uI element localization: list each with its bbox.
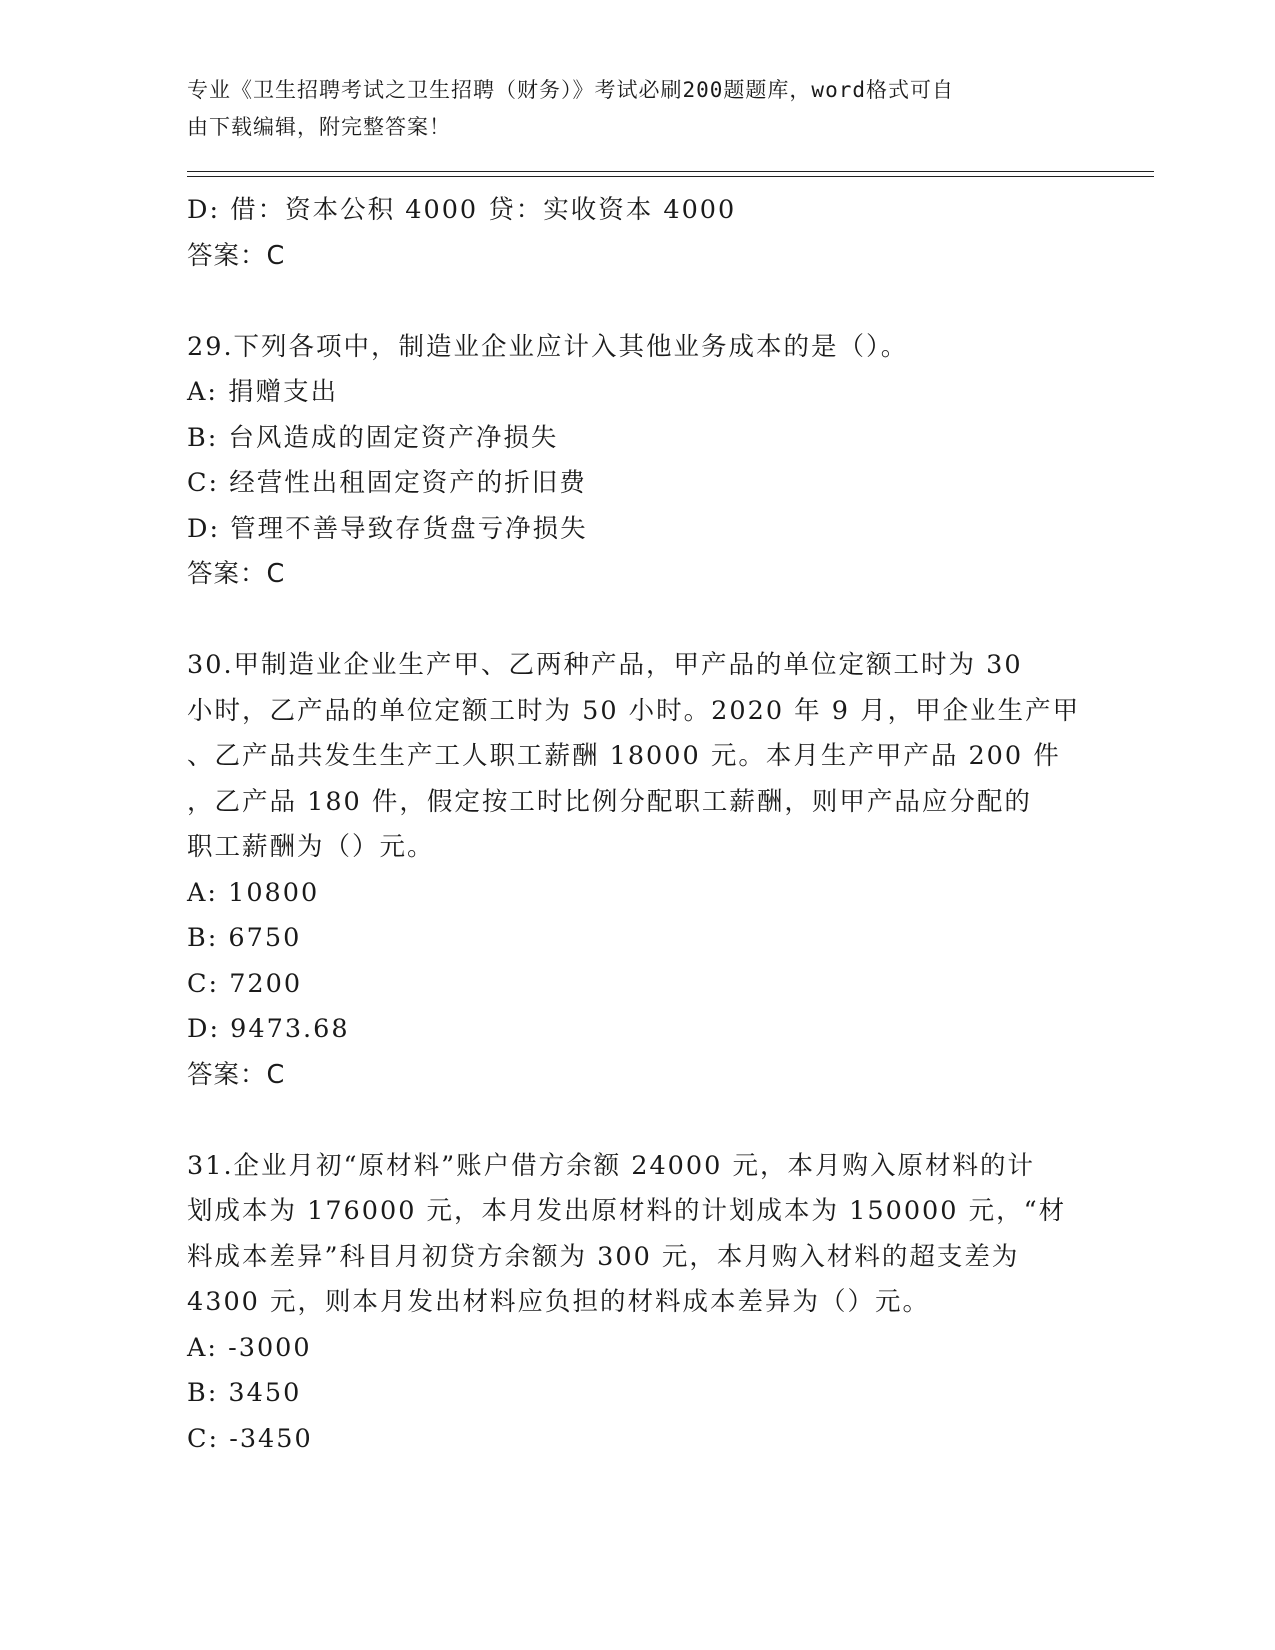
- question-stem: 29.下列各项中，制造业企业应计入其他业务成本的是（）。: [187, 331, 909, 362]
- stem-line: 职工薪酬为（）元。: [187, 832, 435, 862]
- option-d: D: 借：资本公积 4000 贷：实收资本 4000: [187, 195, 737, 225]
- header-rule-top: [187, 171, 1154, 172]
- page-header: [187, 72, 1067, 146]
- spacer: [187, 279, 1092, 325]
- question-stem: [187, 643, 1092, 871]
- answer-line: 答案：C: [187, 559, 286, 589]
- stem-line: 小时，乙产品的单位定额工时为 50 小时。2020 年 9 月，甲企业生产甲: [187, 695, 1081, 726]
- option-a: A: 10800: [187, 877, 320, 908]
- spacer: [187, 598, 1092, 644]
- stem-line: 4300 元，则本月发出材料应负担的材料成本差异为（）元。: [187, 1287, 931, 1317]
- question-block-29: [187, 325, 1092, 598]
- option-c: C: 经营性出租固定资产的折旧费: [187, 468, 587, 498]
- option-c: C: 7200: [187, 968, 303, 999]
- stem-line: 、乙产品共发生生产工人职工薪酬 18000 元。本月生产甲产品 200 件: [187, 741, 1061, 771]
- header-line-2: 由下载编辑，附完整答案！: [187, 115, 451, 139]
- answer-line: 答案：C: [187, 1059, 286, 1090]
- question-block-31: [187, 1144, 1092, 1463]
- option-a: A: 捐赠支出: [187, 377, 339, 407]
- question-block-28-tail: [187, 188, 1092, 279]
- stem-line: 料成本差异”科目月初贷方余额为 300 元，本月购入材料的超支差为: [187, 1241, 1020, 1272]
- stem-line: 30.甲制造业企业生产甲、乙两种产品，甲产品的单位定额工时为 30: [187, 650, 1023, 680]
- question-content: [187, 188, 1092, 1462]
- stem-line: ，乙产品 180 件，假定按工时比例分配职工薪酬，则甲产品应分配的: [187, 786, 1032, 817]
- option-d: D: 9473.68: [187, 1014, 350, 1044]
- option-a: A: -3000: [187, 1332, 312, 1363]
- option-b: B: 3450: [187, 1378, 302, 1408]
- spacer: [187, 1098, 1092, 1144]
- option-c: C: -3450: [187, 1423, 313, 1454]
- question-stem: [187, 1144, 1092, 1326]
- option-b: B: 台风造成的固定资产净损失: [187, 422, 559, 453]
- option-b: B: 6750: [187, 923, 302, 953]
- stem-line: 划成本为 176000 元，本月发出原材料的计划成本为 150000 元，“材: [187, 1196, 1067, 1226]
- header-line-1: 专业《卫生招聘考试之卫生招聘（财务）》考试必刷200题题库，word格式可自: [187, 78, 954, 102]
- option-d: D: 管理不善导致存货盘亏净损失: [187, 513, 588, 544]
- stem-line: 31.企业月初“原材料”账户借方余额 24000 元，本月购入原材料的计: [187, 1150, 1035, 1181]
- answer-line: 答案：C: [187, 240, 286, 271]
- question-block-30: [187, 643, 1092, 1098]
- header-rule-bottom: [187, 176, 1154, 177]
